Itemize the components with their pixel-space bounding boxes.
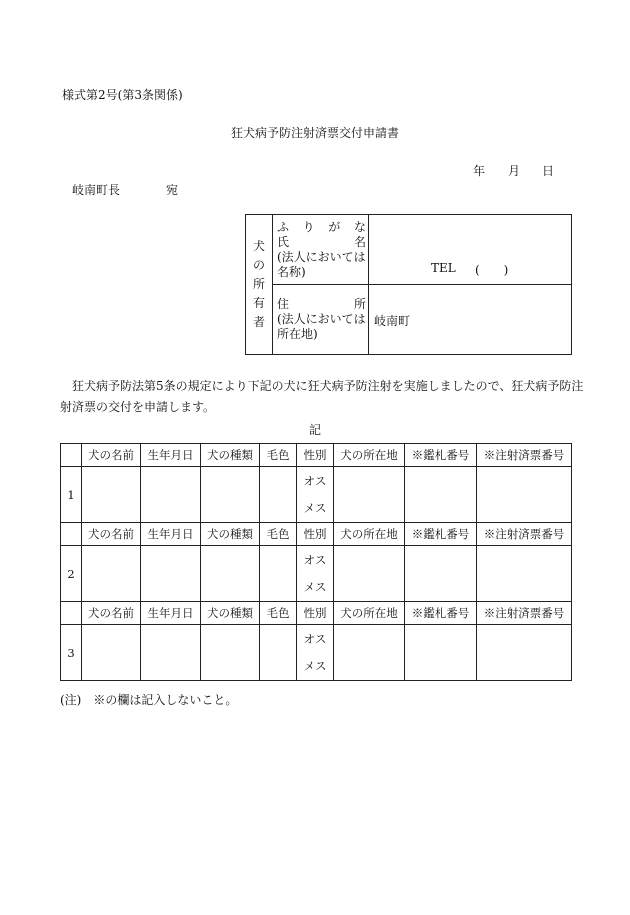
column-header: 性別 — [297, 444, 334, 467]
dog-entry-cell[interactable] — [405, 546, 477, 602]
dog-entry-cell[interactable] — [405, 467, 477, 523]
dog-entry-cell[interactable] — [82, 467, 141, 523]
column-header: ※注射済票番号 — [477, 522, 572, 545]
label-char: 名 — [353, 234, 366, 249]
sex-cell[interactable] — [297, 546, 334, 602]
title-text: 狂犬病予防注射済票交付申請書 — [230, 126, 399, 140]
owner-section-char: 者 — [252, 315, 265, 329]
owner-info-table — [245, 214, 572, 355]
dog-entry-cell[interactable] — [260, 467, 297, 523]
dog-table-header-row — [61, 444, 572, 467]
dog-entry-cell[interactable] — [477, 467, 572, 523]
column-header: ※注射済票番号 — [477, 601, 572, 624]
header-blank-cell — [61, 522, 82, 545]
row-number: 2 — [61, 546, 82, 602]
sex-option-female[interactable]: メス — [303, 659, 327, 674]
addressee-suffix: 宛 — [166, 183, 179, 197]
column-header: 性別 — [297, 601, 334, 624]
column-header: ※鑑札番号 — [405, 444, 477, 467]
dog-entry-cell[interactable] — [201, 546, 260, 602]
dog-entry-cell[interactable] — [201, 467, 260, 523]
label-char: 氏 — [277, 234, 290, 249]
label-char: な — [353, 219, 366, 234]
label-char: ふ — [277, 219, 290, 234]
date-month-label: 月 — [508, 164, 521, 178]
dog-table-header-row — [61, 522, 572, 545]
column-header: ※鑑札番号 — [405, 601, 477, 624]
form-number: 様式第2号(第3条関係) — [62, 88, 183, 102]
owner-section-char: の — [252, 258, 265, 272]
address-value: 岐南町 — [374, 314, 411, 328]
page-title — [0, 124, 630, 141]
corporate-name-note: (法人においては名称) — [277, 249, 366, 279]
column-header: 犬の名前 — [82, 444, 141, 467]
header-blank-cell — [61, 444, 82, 467]
corporate-address-note: (法人においては所在地) — [277, 312, 366, 341]
dog-entry-cell[interactable] — [405, 625, 477, 681]
dog-entry-cell[interactable] — [477, 546, 572, 602]
owner-section-label — [246, 215, 273, 355]
column-header: 犬の名前 — [82, 522, 141, 545]
date-year-label: 年 — [473, 164, 486, 178]
column-header: 犬の種類 — [201, 601, 260, 624]
dog-entry-row — [61, 467, 572, 523]
owner-section-char: 有 — [252, 296, 265, 310]
sex-cell[interactable] — [297, 625, 334, 681]
column-header: 生年月日 — [141, 444, 201, 467]
row-number: 1 — [61, 467, 82, 523]
dog-entry-cell[interactable] — [334, 546, 405, 602]
note: (注) ※の欄は記入しないこと。 — [60, 693, 238, 707]
dog-entry-cell[interactable] — [260, 546, 297, 602]
dog-entry-row — [61, 546, 572, 602]
address-label — [277, 297, 366, 312]
owner-section-char: 犬 — [252, 239, 265, 253]
application-statement: 狂犬病予防法第5条の規定により下記の犬に狂犬病予防注射を実施しましたので、狂犬病予防注射済票の交付を申請します。 — [60, 379, 584, 414]
sex-option-male[interactable]: オス — [303, 473, 327, 488]
column-header: 犬の所在地 — [334, 601, 405, 624]
owner-section-char: 所 — [252, 277, 265, 291]
tel-parens[interactable]: ( ) — [475, 263, 509, 277]
column-header: 毛色 — [260, 522, 297, 545]
dog-table — [60, 443, 572, 681]
column-header: ※注射済票番号 — [477, 444, 572, 467]
dog-entry-cell[interactable] — [260, 625, 297, 681]
dog-entry-cell[interactable] — [477, 625, 572, 681]
sex-options — [297, 546, 333, 601]
header-blank-cell — [61, 601, 82, 624]
dog-entry-cell[interactable] — [82, 546, 141, 602]
column-header: 生年月日 — [141, 522, 201, 545]
owner-name-field[interactable] — [369, 215, 572, 285]
owner-address-field[interactable] — [369, 285, 572, 355]
dog-entry-cell[interactable] — [82, 625, 141, 681]
dog-entry-cell[interactable] — [141, 546, 201, 602]
name-label — [277, 235, 366, 250]
furigana-label — [277, 220, 366, 235]
sex-option-male[interactable]: オス — [303, 631, 327, 646]
column-header: 犬の所在地 — [334, 444, 405, 467]
column-header: ※鑑札番号 — [405, 522, 477, 545]
dog-entry-row — [61, 625, 572, 681]
dog-entry-cell[interactable] — [334, 625, 405, 681]
sex-option-female[interactable]: メス — [303, 501, 327, 516]
label-char: 所 — [353, 297, 366, 311]
ki-heading — [0, 421, 630, 438]
row-number: 3 — [61, 625, 82, 681]
dog-entry-cell[interactable] — [141, 625, 201, 681]
dog-entry-cell[interactable] — [201, 625, 260, 681]
date-day-label: 日 — [542, 164, 555, 178]
sex-option-male[interactable]: オス — [303, 552, 327, 567]
ki-text: 記 — [308, 423, 321, 437]
column-header: 毛色 — [260, 601, 297, 624]
column-header: 犬の名前 — [82, 601, 141, 624]
label-char: り — [302, 219, 315, 234]
tel-label: TEL — [431, 261, 456, 275]
column-header: 毛色 — [260, 444, 297, 467]
label-char: が — [328, 219, 341, 234]
dog-table-header-row — [61, 601, 572, 624]
sex-options — [297, 625, 333, 680]
dog-entry-cell[interactable] — [141, 467, 201, 523]
owner-address-label — [273, 285, 369, 355]
column-header: 犬の所在地 — [334, 522, 405, 545]
column-header: 犬の種類 — [201, 444, 260, 467]
addressee-name: 岐南町長 — [72, 183, 121, 197]
owner-name-label — [273, 215, 369, 285]
column-header: 犬の種類 — [201, 522, 260, 545]
dog-entry-cell[interactable] — [334, 467, 405, 523]
column-header: 性別 — [297, 522, 334, 545]
label-char: 住 — [277, 297, 290, 311]
sex-option-female[interactable]: メス — [303, 580, 327, 595]
sex-cell[interactable] — [297, 467, 334, 523]
column-header: 生年月日 — [141, 601, 201, 624]
sex-options — [297, 467, 333, 522]
